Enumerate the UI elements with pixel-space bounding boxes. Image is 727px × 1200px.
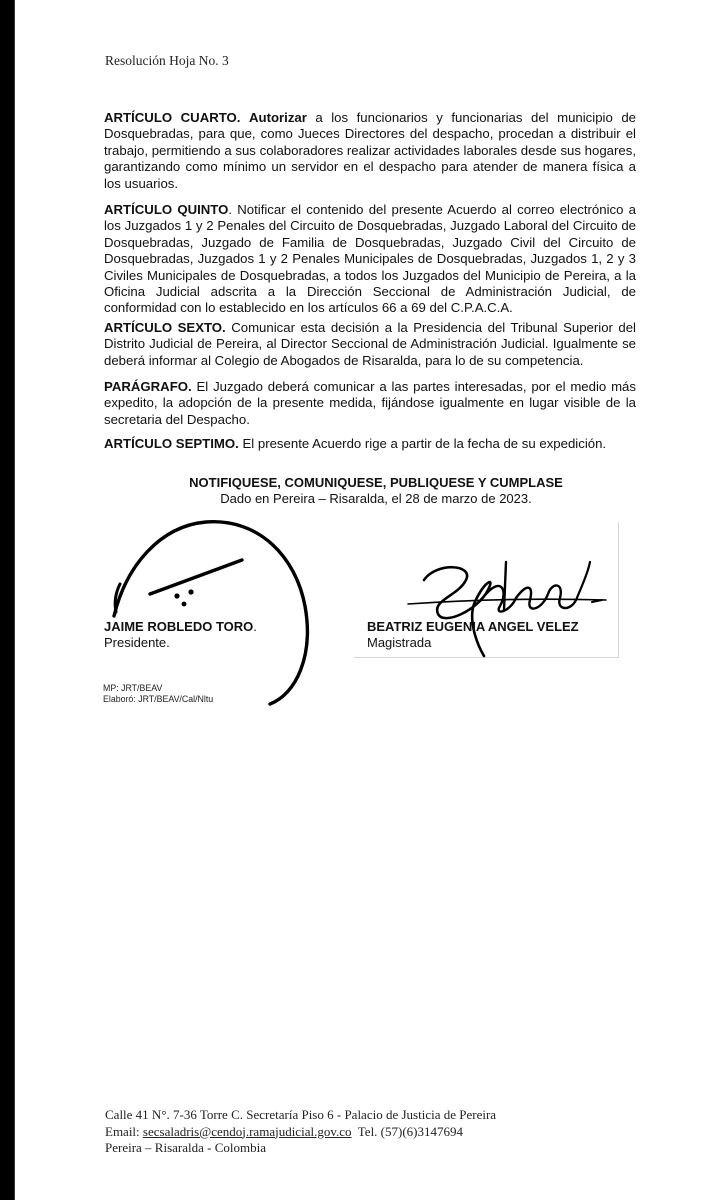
signature-right-drawing — [356, 540, 626, 670]
footer-phone: Tel. (57)(6)3147694 — [351, 1123, 463, 1139]
signer-role: Magistrada — [367, 635, 432, 650]
article-title: PARÁGRAFO. — [104, 379, 192, 394]
article-sexto — [104, 320, 636, 369]
closing-date: Dado en Pereira – Risaralda, el 28 de marzo de 2023. — [220, 491, 532, 506]
document-page — [14, 0, 727, 1200]
footer-email-label: Email: — [105, 1123, 143, 1139]
signer-name: BEATRIZ EUGENIA ANGEL VELEZ — [367, 619, 579, 634]
article-title: ARTÍCULO CUARTO. — [104, 110, 241, 125]
article-septimo — [104, 436, 636, 452]
initials-elaboro: Elaboró: JRT/BEAV/Cal/Nltu — [103, 694, 214, 704]
signer-role: Presidente. — [104, 635, 170, 650]
closing-title: NOTIFIQUESE, COMUNIQUESE, PUBLIQUESE Y CUMPLASE — [189, 475, 563, 490]
article-quinto — [104, 202, 636, 317]
page-header: Resolución Hoja No. 3 — [105, 53, 229, 68]
article-text: El presente Acuerdo rige a partir de la fecha de su expedición. — [238, 436, 607, 451]
page-footer — [105, 1107, 496, 1157]
footer-contact — [105, 1124, 496, 1141]
article-text: . Notificar el contenido del presente Acuerdo al correo electrónico a los Juzgados 1 y 2 Penales del Circuito de Dosquebradas, Juzgado Laboral del Circuito de Dosquebradas, Juzgado de Familia de Dosquebradas, Juzgado Civil del Circuito de Dosquebradas, Juzgados 1 y 2 Penales Municipales de Dosquebradas, Juzgados 1, 2 y 3 Civiles Municipales de Dosquebradas, a todos los Juzgados del Municipio de Pereira, a la Oficina Judicial adscrita a la Dirección Seccional de Administración Judicial, de conformidad con lo establecido en los artículos 66 a 69 del C.P.A.C.A. — [104, 202, 637, 316]
signature-block-left — [104, 619, 257, 650]
paragrafo — [104, 379, 636, 428]
page-edge — [14, 0, 15, 1200]
footer-city: Pereira – Risaralda - Colombia — [105, 1140, 267, 1155]
article-title: ARTÍCULO QUINTO — [104, 202, 229, 217]
signature-block-right — [367, 619, 579, 650]
footer-email-link[interactable]: secsaladris@cendoj.ramajudicial.gov.co — [142, 1123, 352, 1139]
signer-name: JAIME ROBLEDO TORO. — [104, 619, 257, 634]
initials-mp: MP: JRT/BEAV — [103, 683, 163, 693]
article-lead: Autorizar — [249, 110, 307, 125]
initials-block — [103, 683, 213, 705]
article-text: Comunicar esta decisión a la Presidencia del Tribunal Superior del Distrito Judicial de Pereira, al Director Seccional de Administración Judicial. Igualmente se deberá informar al Colegio de Abogados de Risaralda, para lo de su competencia. — [104, 320, 636, 368]
article-cuarto — [104, 110, 636, 192]
footer-address: Calle 41 N°. 7-36 Torre C. Secretaría Piso 6 - Palacio de Justicia de Pereira — [105, 1107, 497, 1122]
article-title: ARTÍCULO SEPTIMO. — [104, 436, 239, 451]
article-title: ARTÍCULO SEXTO. — [104, 320, 226, 335]
article-text: a los funcionarios y funcionarias del municipio de Dosquebradas, para que, como Jueces Directores del despacho, procedan a distribuir el trabajo, permitiendo a sus colaboradores realizar actividades laborales desde sus hogares, garantizando como mínimo un servidor en el despacho para atender de manera física a los usuarios. — [104, 110, 636, 191]
article-text: El Juzgado deberá comunicar a las partes interesadas, por el medio más expedito, la adopción de la presente medida, fijándose igualmente en lugar visible de la secretaria del Despacho. — [104, 379, 636, 427]
